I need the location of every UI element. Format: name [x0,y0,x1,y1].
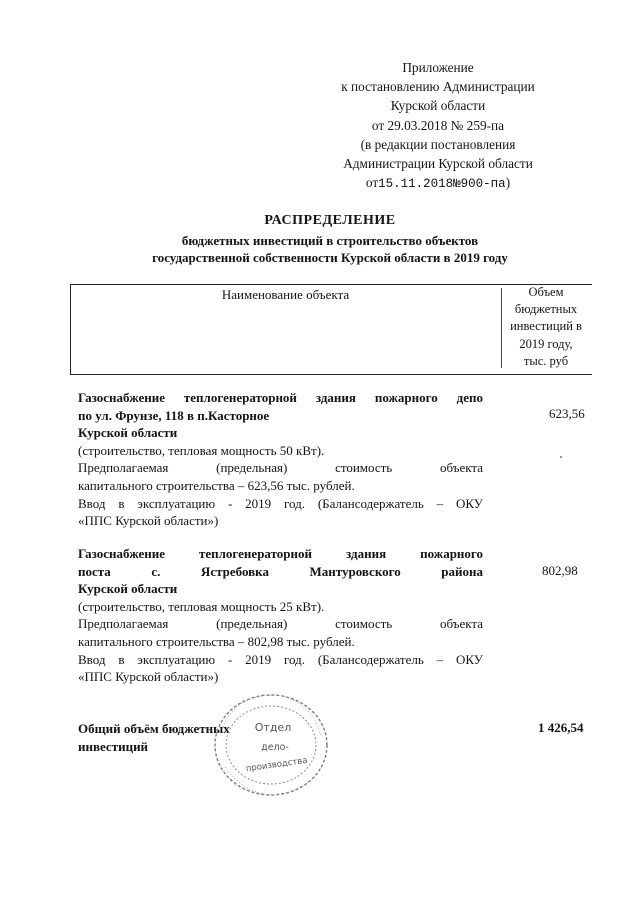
stamp-text: производства [245,755,309,775]
object-commission: Ввод в эксплуатацию - 2019 год. (Балансодержатель – ОКУ [78,495,483,511]
document-subtitle: бюджетных инвестиций в строительство объектов [181,233,479,248]
object-title: Газоснабжение теплогенераторной здания пожарного депо [78,390,483,405]
header-line: Объем [528,285,564,299]
header-line: тыс. руб [523,353,569,368]
object-entry [78,545,483,686]
object-cost: Предполагаемая (предельная) стоимость объекта [78,616,483,632]
object-amount: 623,56 [549,406,585,421]
object-title: по ул. Фрунзе, 118 в п.Касторное [78,407,270,423]
appendix-line: к постановлению Администрации [341,79,535,95]
appendix-line: (в редакции постановления [360,136,516,152]
object-title: Курской области [78,425,178,441]
appendix-line: Приложение [402,60,474,75]
header-line: 2019 году, [519,336,573,351]
total-value: 1 426,54 [538,720,584,735]
document-subtitle: государственной собственности Курской области в 2019 году [152,250,508,265]
object-cost: капитального строительства – 802,98 тыс. рублей. [78,633,355,649]
object-commission: «ППС Курской области») [78,669,219,685]
column-header-object: Наименование объекта [221,287,350,302]
object-title: поста с. Ястребовка Мантуровского района [78,563,483,579]
document-title: РАСПРЕДЕЛЕНИЕ [264,213,396,228]
object-title: Курской области [78,581,178,597]
stamp-text: дело- [261,742,289,753]
total-label-line: Общий объём бюджетных [78,721,230,736]
edition-prefix: от [365,175,379,191]
object-cost: капитального строительства – 623,56 тыс. рублей. [78,477,355,493]
column-header-volume [506,284,586,370]
appendix-date-line: от 29.03.2018 № 259-па [371,117,505,133]
stamp-text: Отдел [254,721,292,734]
object-commission: «ППС Курской области») [78,513,219,529]
edition-number: №900-па [453,177,506,192]
scan-dot [560,456,562,458]
total-label-line: инвестиций [78,739,149,754]
object-title: Газоснабжение теплогенераторной здания пожарного [78,546,483,561]
object-amount: 802,98 [542,563,578,578]
appendix-line: Курской области [390,98,486,114]
appendix-line: Администрации Курской области [343,156,533,172]
object-commission: Ввод в эксплуатацию - 2019 год. (Балансодержатель – ОКУ [78,651,483,667]
column-divider [501,288,502,368]
header-line: бюджетных [514,302,578,317]
object-spec: (строительство, тепловая мощность 25 кВт). [78,598,325,614]
edition-date: 15.11.2018 [378,177,454,192]
appendix-edition-line [318,173,558,194]
object-cost: Предполагаемая (предельная) стоимость объекта [78,460,483,476]
appendix-header [318,58,558,194]
object-spec: (строительство, тепловая мощность 50 кВт). [78,442,325,458]
office-stamp [205,687,335,807]
object-entry [78,389,483,530]
edition-suffix: ) [505,175,511,191]
header-line: инвестиций в [510,319,582,334]
